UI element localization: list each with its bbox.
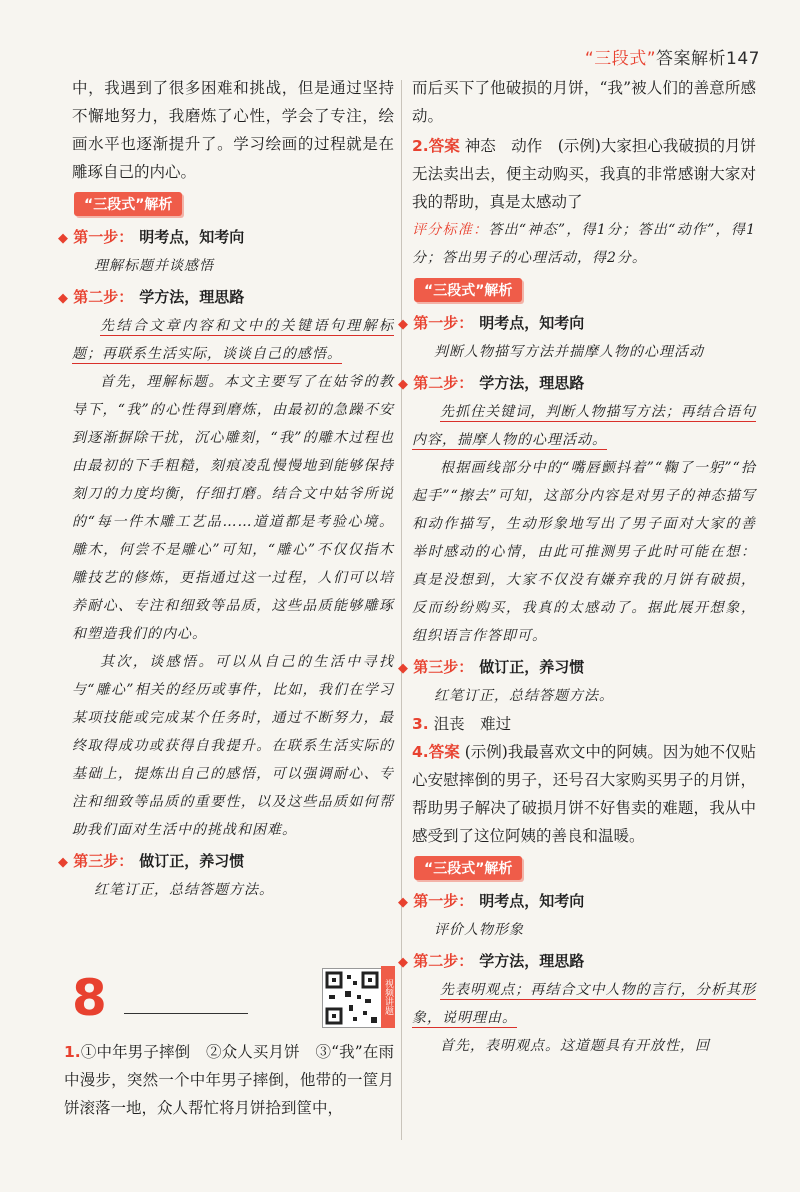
step-title: 明考点，知考向 (479, 892, 585, 910)
header-title: 答案解析147 (656, 49, 760, 69)
step-1-body: 评价人物形象 (434, 922, 524, 938)
arrow-icon: ◆ (398, 377, 408, 392)
step-2-body: 先结合文章内容和文中的关键语句理解标题；再联系生活实际，谈谈自己的感悟。 (72, 318, 394, 362)
analysis-badge: “三段式”解析 (414, 856, 522, 880)
left-para-1: 中，我遇到了很多困难和挑战，但是通过坚持不懈地努力，我磨炼了心性，学会了专注，绘画水平也逐渐提升了。学习绘画的过程就是在雕琢自己的内心。 (72, 79, 394, 181)
step-label: 第三步： (73, 852, 134, 870)
left-para-2: 首先，理解标题。本文主要写了在姑爷的教导下，“我”的心性得到磨炼，由最初的急躁不安到逐渐摒除干扰，沉心雕刻，“我”的雕木过程也由最初的下手粗糙，刻痕凌乱慢慢地到能够保持刻刀的力度均衡，仔细打磨。结合文中姑爷所说的“每一件木雕工艺品……道道都是考验心境。雕木，何尝不是雕心”可知，“雕心”不仅仅指木雕技艺的修炼，更指通过这一过程，人们可以培养耐心、专注和细致等品质，这些品质能够雕琢和塑造我们的内心。 (72, 374, 394, 642)
left-para-3: 其次，谈感悟。可以从自己的生活中寻找与“雕心”相关的经历或事件，比如，我们在学习某项技能或完成某个任务时，通过不断努力，最终取得成功或获得自我提升。在联系生活实际的基础上，提炼出自己的感悟，可以强调耐心、专注和细致等品质的重要性，以及这些品质如何帮助我们面对生活中的挑战和困难。 (72, 654, 394, 838)
step-1-body: 理解标题并谈感悟 (94, 258, 214, 274)
step-label: 第三步： (413, 658, 474, 676)
step-label: 第一步： (73, 228, 134, 246)
column-divider (401, 80, 402, 1140)
right-para: 根据画线部分中的“嘴唇颤抖着”“鞠了一躬”“拾起手”“擦去”可知，这部分内容是对男子的神态描写和动作描写，生动形象地写出了男子面对大家的善举时感动的心情，由此可推测男子此时可能在想：真是没想到，大家不仅没有嫌弃我的月饼有破损，反而纷纷购买，我真的太感动了。据此展开想象，组织语言作答即可。 (412, 460, 756, 644)
qr-tag: 视频讲题 (381, 966, 395, 1028)
step-label: 第二步： (73, 288, 134, 306)
arrow-icon: ◆ (58, 855, 68, 870)
score-label: 评分标准： (412, 222, 489, 238)
step-title: 学方法，理思路 (479, 952, 585, 970)
arrow-icon: ◆ (398, 895, 408, 910)
step-1-heading (58, 224, 394, 252)
question-4 (412, 738, 756, 850)
step-title: 明考点，知考向 (479, 314, 585, 332)
left-column (58, 74, 394, 904)
q3-number: 3. (412, 715, 429, 733)
q4-text: (示例)我最喜欢文中的阿姨。因为她不仅贴心安慰摔倒的男子，还号召大家购买男子的月饼，帮助男子解决了破损月饼不好售卖的难题，我从中感受到了这位阿姨的善良和温暖。 (412, 743, 756, 845)
page-header (585, 44, 760, 69)
right-para-end: 首先，表明观点。这道题具有开放性，回 (440, 1038, 710, 1054)
question-3 (412, 710, 756, 738)
answer-label: 答案 (428, 137, 460, 155)
arrow-icon: ◆ (398, 317, 408, 332)
step-3-heading (58, 848, 394, 876)
analysis-badge: “三段式”解析 (414, 278, 522, 302)
step-2-heading (58, 284, 394, 312)
header-highlight: “三段式” (584, 49, 657, 69)
step-label: 第二步： (413, 952, 474, 970)
step-2-body: 先表明观点；再结合文中人物的言行，分析其形象，说明理由。 (412, 982, 756, 1026)
step-title: 做订正，养习惯 (139, 852, 245, 870)
q2-number: 2. (412, 137, 429, 155)
step-label: 第一步： (413, 892, 474, 910)
title-line (124, 1013, 248, 1014)
step-3-body: 红笔订正，总结答题方法。 (94, 882, 274, 898)
qr-code-icon[interactable] (322, 968, 382, 1028)
arrow-icon: ◆ (58, 291, 68, 306)
step-3-heading (398, 654, 756, 682)
arrow-icon: ◆ (58, 231, 68, 246)
step-1-heading (398, 310, 756, 338)
q1-number: 1. (64, 1043, 81, 1061)
step-title: 做订正，养习惯 (479, 658, 585, 676)
question-1 (64, 1038, 394, 1122)
step-title: 学方法，理思路 (139, 288, 245, 306)
step-title: 学方法，理思路 (479, 374, 585, 392)
q4-number: 4. (412, 743, 429, 761)
right-column (398, 74, 757, 1060)
step-3-body: 红笔订正，总结答题方法。 (434, 688, 614, 704)
analysis-badge: “三段式”解析 (74, 192, 182, 216)
answer-label: 答案 (428, 743, 460, 761)
step-2-heading (398, 370, 756, 398)
step-1-heading (398, 888, 756, 916)
score-text: 答出“神态”，得1分；答出“动作”，得1分；答出男子的心理活动，得2分。 (412, 222, 757, 266)
right-cont: 而后买下了他破损的月饼，“我”被人们的善意所感动。 (412, 79, 756, 125)
step-1-body: 判断人物描写方法并揣摩人物的心理活动 (434, 344, 704, 360)
q3-text: 沮丧 难过 (433, 715, 512, 733)
scoring-criteria (412, 216, 756, 272)
q1-text: ①中年男子摔倒 ②众人买月饼 ③“我”在雨中漫步，突然一个中年男子摔倒，他带的一筐月饼滚落一地，众人帮忙将月饼拾到筐中， (64, 1043, 394, 1117)
step-label: 第二步： (413, 374, 474, 392)
step-title: 明考点，知考向 (139, 228, 245, 246)
step-2-body: 先抓住关键词，判断人物描写方法；再结合语句内容，揣摩人物的心理活动。 (412, 404, 756, 448)
step-2-heading (398, 948, 756, 976)
arrow-icon: ◆ (398, 661, 408, 676)
question-2 (412, 132, 756, 216)
step-label: 第一步： (413, 314, 474, 332)
arrow-icon: ◆ (398, 955, 408, 970)
q2-text: 神态 动作 (示例)大家担心我破损的月饼无法卖出去，便主动购买，我真的非常感谢大家对我的帮助，真是太感动了 (412, 137, 756, 211)
section-number: 8 (72, 969, 107, 1027)
